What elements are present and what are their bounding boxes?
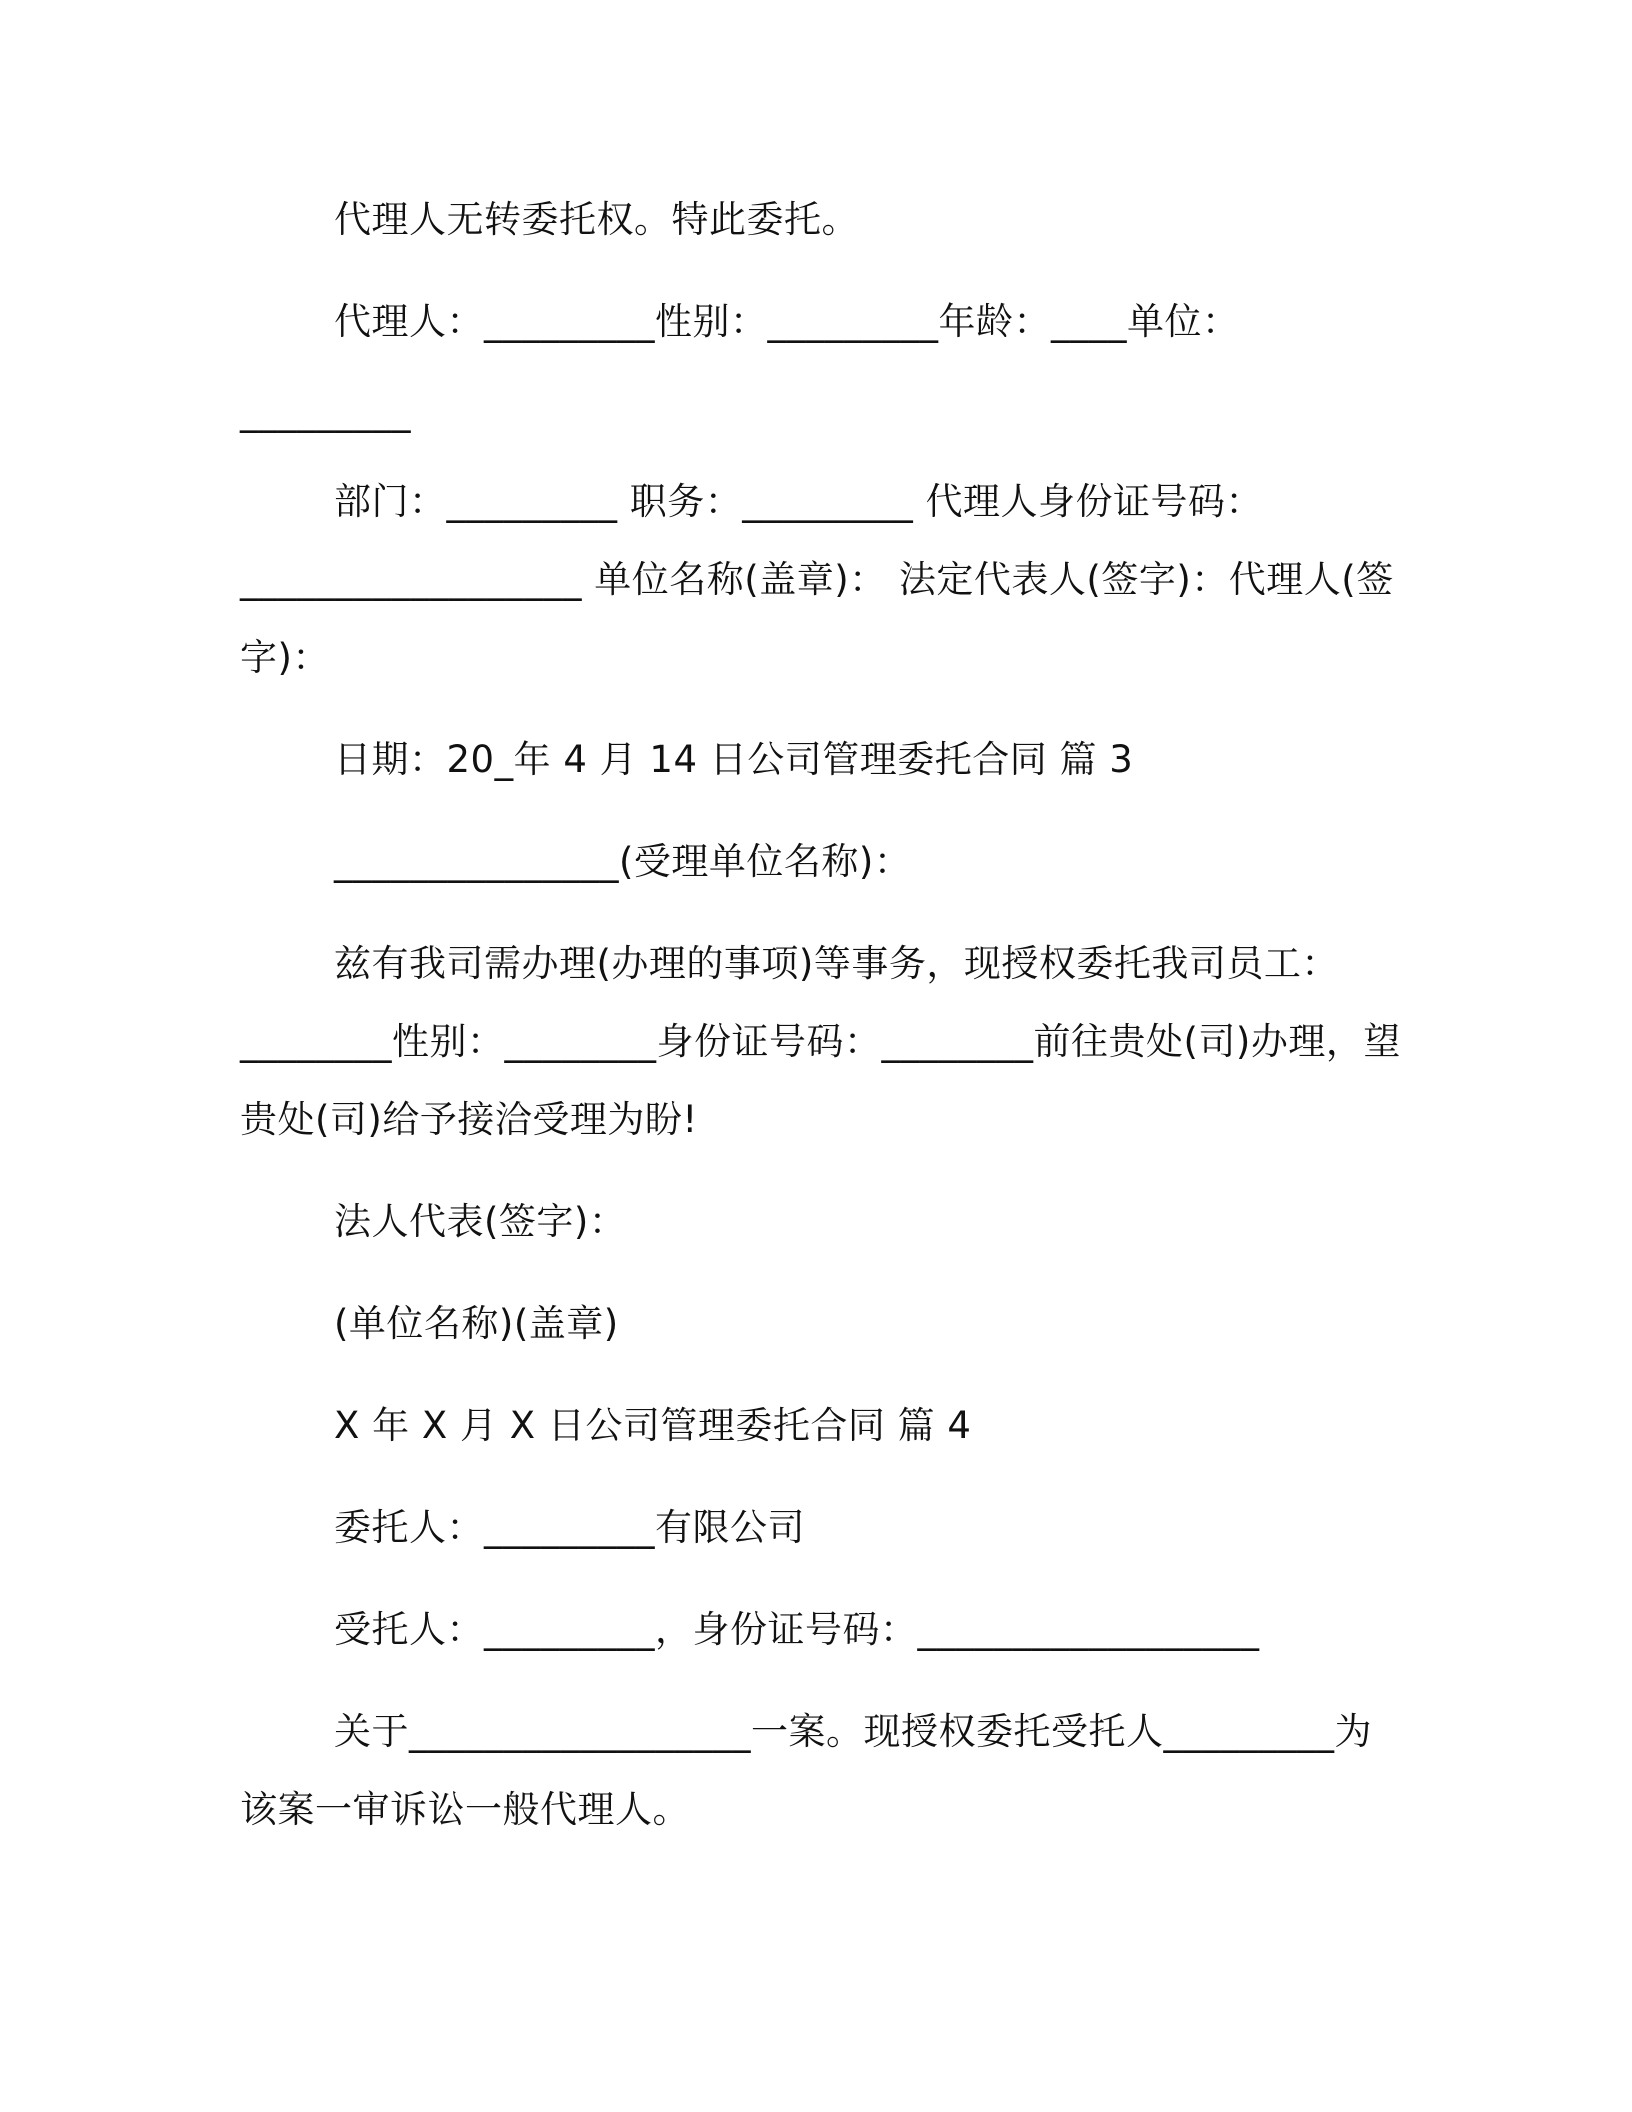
legal-rep-signature: 法人代表(签字)： (334, 1200, 627, 1243)
para-no-subdelegation: 代理人无转委托权。特此委托。 (334, 198, 859, 241)
agent-id-line: 受托人：_________，身份证号码：__________________ (334, 1608, 1260, 1651)
department-position-line: 部门：_________ 职务：_________ 代理人身份证号码： (334, 480, 1264, 523)
principal-line: 委托人：_________有限公司 (334, 1506, 805, 1549)
authorization-paragraph: 兹有我司需办理(办理的事项)等事务，现授权委托我司员工： (334, 942, 1339, 985)
agent-info-line: 代理人：_________性别：_________年龄：____单位： (334, 300, 1240, 343)
signature-line-cont: 字)： (240, 636, 330, 679)
recipient-unit-line: _______________(受理单位名称)： (334, 840, 912, 883)
agent-unit-blank: _________ (240, 390, 411, 433)
authorization-paragraph-l3: 贵处(司)给予接洽受理为盼! (240, 1098, 698, 1141)
date-heading-part3: 日期：20_年 4 月 14 日公司管理委托合同 篇 3 (334, 738, 1134, 781)
case-authorization-line: 关于__________________一案。现授权委托受托人_________为 (334, 1710, 1372, 1753)
authorization-paragraph-l2: ________性别：________身份证号码：________前往贵处(司)办理，望 (240, 1020, 1401, 1063)
signature-line: __________________ 单位名称(盖章)： 法定代表人(签字)：代理人(签 (240, 558, 1394, 601)
date-heading-part4: X 年 X 月 X 日公司管理委托合同 篇 4 (334, 1404, 972, 1447)
case-authorization-line-cont: 该案一审诉讼一般代理人。 (240, 1788, 690, 1831)
unit-seal-line: (单位名称)(盖章) (334, 1302, 619, 1345)
